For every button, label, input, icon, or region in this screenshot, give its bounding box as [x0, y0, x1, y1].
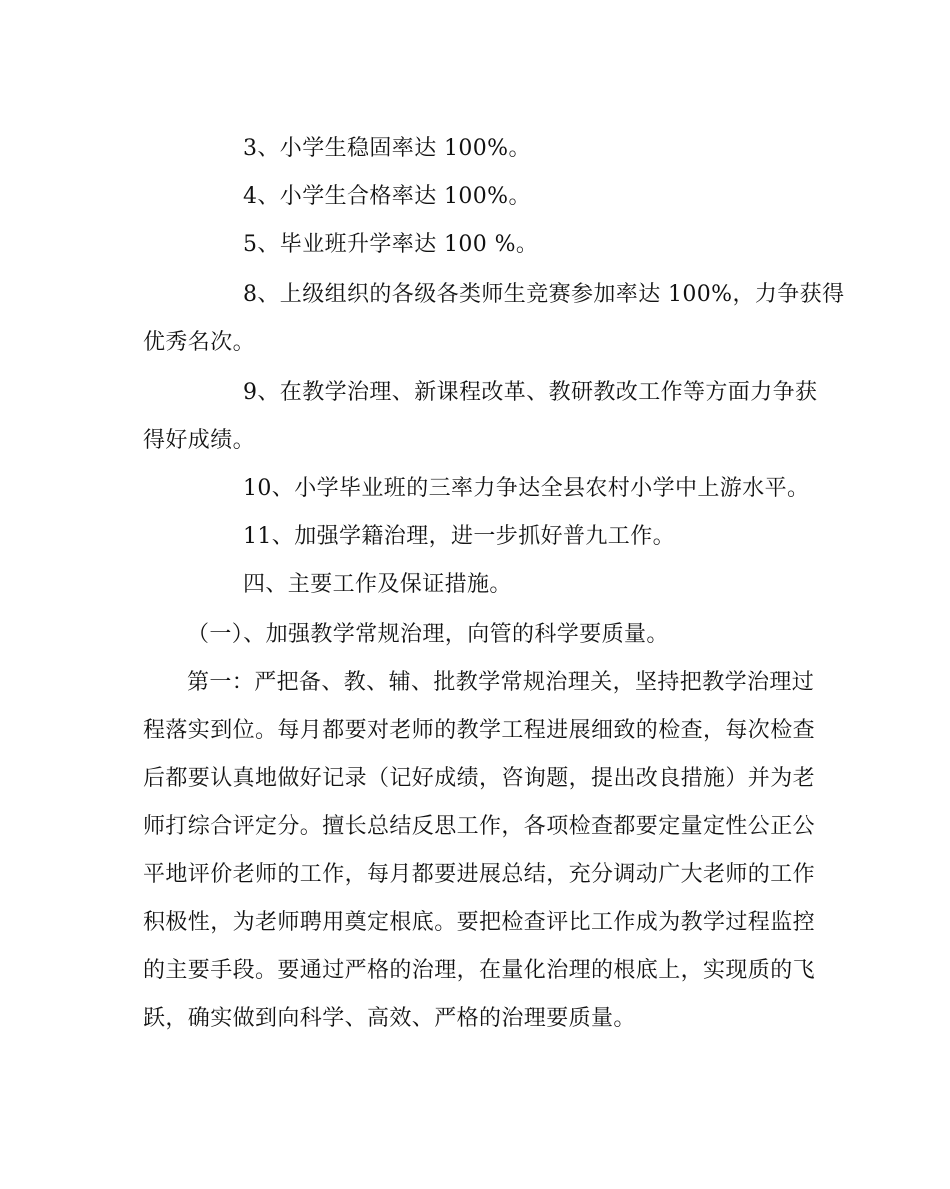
paragraph-line-5: 平地评价老师的工作，每月都要进展总结，充分调动广大老师的工作 — [143, 862, 816, 887]
goal-item-3: 3、小学生稳固率达 100%。 — [243, 136, 531, 161]
paragraph-line-2: 程落实到位。每月都要对老师的教学工程进展细致的检查，每次检查 — [143, 718, 816, 743]
subsection-heading-1: （一）、加强教学常规治理，向管的科学要质量。 — [187, 622, 669, 647]
paragraph-line-3: 后都要认真地做好记录（记好成绩，咨询题，提出改良措施）并为老 — [143, 766, 816, 791]
paragraph-line-1: 第一：严把备、教、辅、批教学常规治理关，坚持把教学治理过 — [187, 670, 815, 695]
goal-item-10: 10、小学毕业班的三率力争达全县农村小学中上游水平。 — [243, 476, 810, 501]
paragraph-line-8: 跃，确实做到向科学、高效、严格的治理要质量。 — [143, 1006, 636, 1031]
section-heading-4: 四、主要工作及保证措施。 — [243, 572, 512, 597]
paragraph-line-7: 的主要手段。要通过严格的治理，在量化治理的根底上，实现质的飞 — [143, 958, 816, 983]
goal-item-11: 11、加强学籍治理，进一步抓好普九工作。 — [243, 524, 675, 549]
goal-item-8-line-2: 优秀名次。 — [143, 330, 256, 355]
goal-item-8-line-1: 8、上级组织的各级各类师生竞赛参加率达 100%，力争获得 — [243, 282, 845, 307]
goal-item-9-line-2: 得好成绩。 — [143, 428, 256, 453]
goal-item-4: 4、小学生合格率达 100%。 — [243, 184, 531, 209]
paragraph-line-6: 积极性，为老师聘用奠定根底。要把检查评比工作成为教学过程监控 — [143, 910, 816, 935]
goal-item-9-line-1: 9、在教学治理、新课程改革、教研教改工作等方面力争获 — [243, 380, 818, 405]
goal-item-5: 5、毕业班升学率达 100 %。 — [243, 232, 539, 257]
paragraph-line-4: 师打综合评定分。擅长总结反思工作，各项检查都要定量定性公正公 — [143, 814, 816, 839]
